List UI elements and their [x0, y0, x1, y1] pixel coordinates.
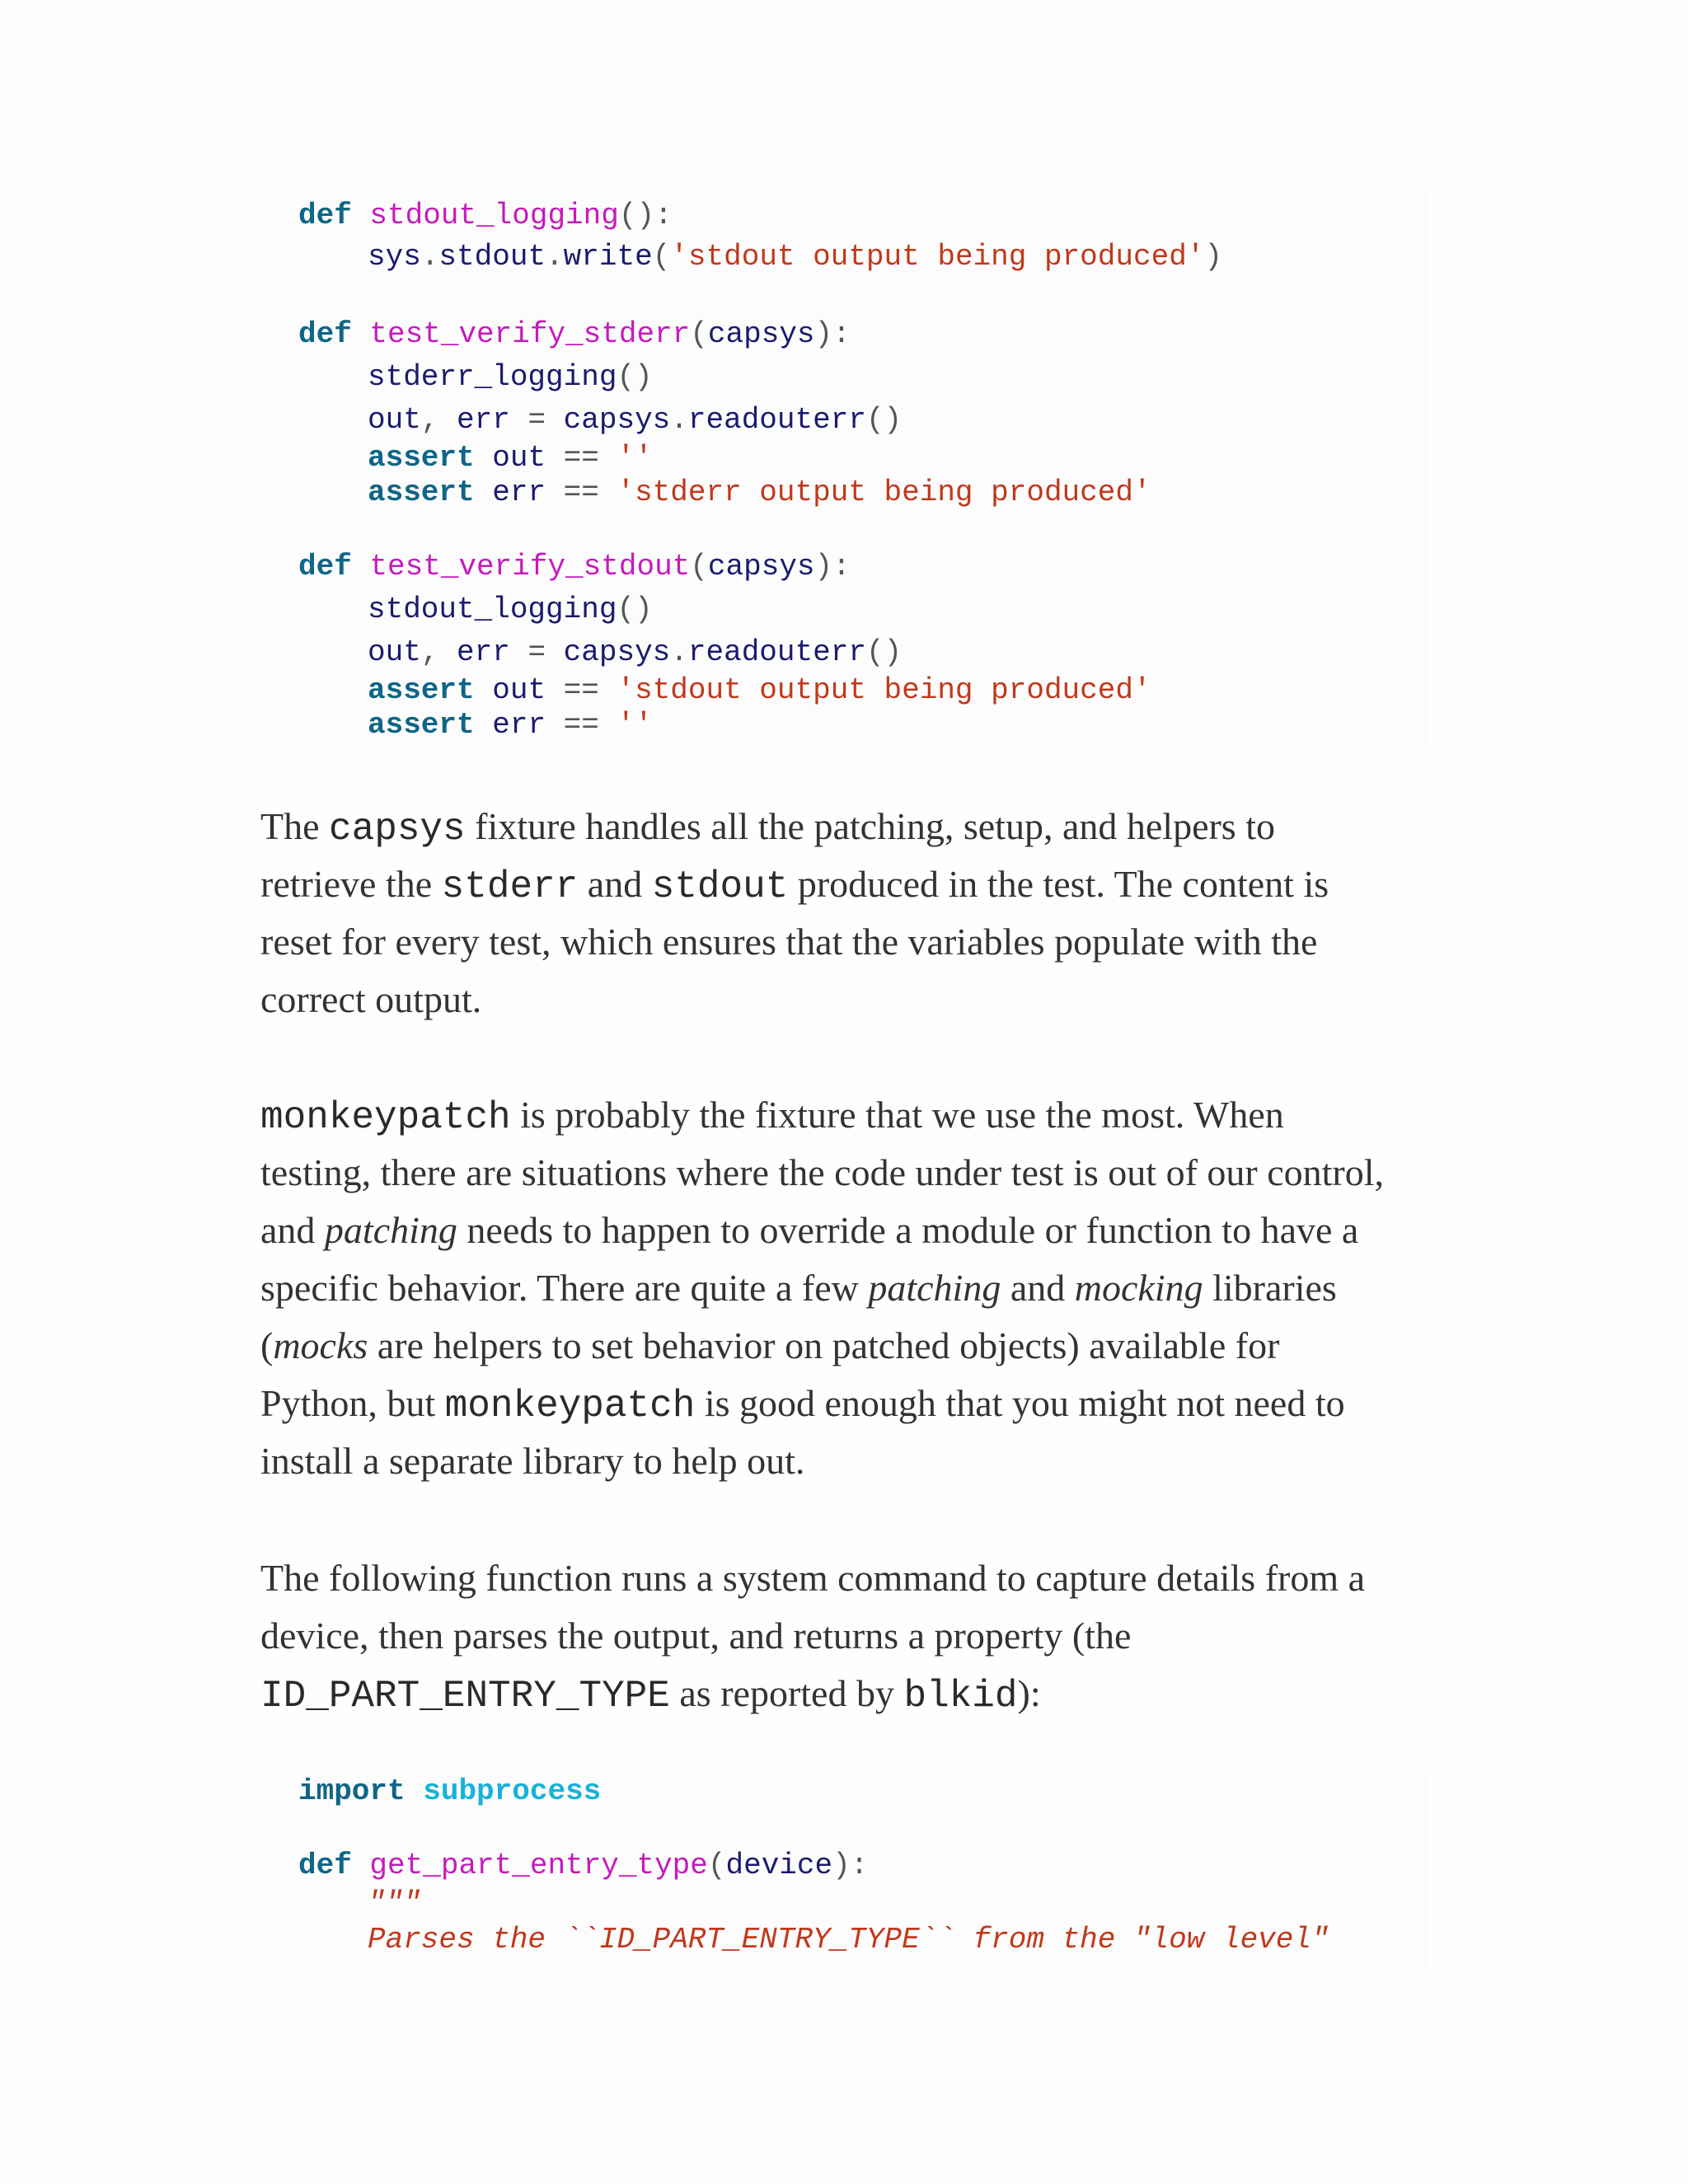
code-line	[298, 239, 1222, 275]
paragraph-line	[260, 1317, 1439, 1375]
text-run: retrieve the	[260, 863, 442, 905]
code-token: ():	[618, 199, 673, 232]
code-line	[298, 1774, 601, 1810]
code-token: (	[652, 240, 671, 274]
code-token: .	[420, 240, 439, 274]
code-token: ==	[546, 441, 617, 475]
code-token: err	[457, 403, 510, 437]
text-run: correct output.	[260, 978, 482, 1020]
text-run: as reported by	[669, 1672, 904, 1714]
code-token: def	[298, 550, 352, 583]
text-run: device, then parses the output, and returns a property (the	[260, 1615, 1132, 1657]
paragraph-line	[260, 971, 1439, 1029]
code-token: )	[1204, 240, 1223, 274]
code-token: ):	[832, 1849, 869, 1882]
code-line	[298, 198, 673, 234]
code-token: ):	[814, 550, 851, 583]
code-block-part-entry	[298, 1770, 1428, 1971]
code-token: capsys	[707, 550, 815, 583]
text-run: ):	[1017, 1672, 1041, 1714]
code-token: .	[670, 635, 688, 669]
paragraph-line	[260, 1607, 1439, 1665]
code-line	[298, 592, 653, 628]
code-token: ,	[420, 635, 457, 669]
code-line	[298, 359, 653, 396]
text-run: are helpers to set behavior on patched objects) available for	[368, 1324, 1280, 1366]
code-token: (	[707, 1849, 726, 1882]
paragraph-function-intro	[260, 1549, 1439, 1722]
code-token: stdout_logging	[369, 199, 619, 232]
code-token: capsys	[707, 317, 815, 351]
emphasis: patching	[324, 1209, 457, 1251]
code-token	[475, 476, 493, 509]
code-token	[475, 673, 493, 707]
code-token: Parses the ``ID_PART_ENTRY_TYPE`` from the "low level"	[368, 1923, 1329, 1957]
inline-code: monkeypatch	[444, 1385, 696, 1427]
code-token: readouterr	[687, 635, 866, 669]
inline-code: blkid	[903, 1675, 1018, 1718]
code-token: subprocess	[423, 1774, 602, 1808]
text-run: produced in the test. The content is	[788, 863, 1329, 905]
code-token: sys	[368, 240, 421, 274]
code-line	[298, 707, 653, 743]
text-run: needs to happen to override a module or function to have a	[457, 1209, 1359, 1251]
code-token: .	[546, 240, 564, 274]
code-token: capsys	[563, 403, 671, 437]
text-run: and	[260, 1209, 325, 1251]
code-token: assert	[368, 708, 475, 742]
paragraph-line	[260, 855, 1439, 913]
code-token: import	[298, 1774, 406, 1808]
paragraph-line	[260, 1665, 1439, 1722]
emphasis: mocking	[1074, 1267, 1203, 1309]
code-block-capsys	[298, 191, 1428, 747]
code-line	[298, 635, 902, 671]
text-run: testing, there are situations where the code under test is out of our control,	[260, 1151, 1384, 1193]
paragraph-line	[260, 1549, 1439, 1607]
code-line	[298, 673, 1151, 709]
emphasis: patching	[868, 1267, 1001, 1309]
code-token: """	[368, 1886, 421, 1920]
code-token: =	[509, 403, 564, 437]
code-token	[352, 199, 370, 232]
code-token: ==	[546, 673, 617, 707]
code-token: stdout	[438, 240, 546, 274]
text-run: is good enough that you might not need to	[695, 1382, 1345, 1424]
code-token: test_verify_stdout	[369, 550, 691, 583]
code-token: stdout_logging	[368, 593, 617, 626]
paragraph-line	[260, 1144, 1439, 1202]
text-run: install a separate library to help out.	[260, 1440, 805, 1482]
code-token: def	[298, 1849, 352, 1882]
code-token: ):	[814, 317, 851, 351]
code-token: device	[725, 1849, 833, 1882]
code-token	[352, 550, 370, 583]
text-run: and	[1001, 1267, 1075, 1309]
inline-code: capsys	[329, 808, 466, 851]
paragraph-line	[260, 1375, 1439, 1432]
text-run: is probably the fixture that we use the most. When	[510, 1094, 1284, 1136]
inline-code: stderr	[441, 865, 579, 908]
code-token: 'stderr output being produced'	[617, 476, 1151, 509]
emphasis: mocks	[273, 1324, 368, 1366]
code-token: ==	[546, 476, 617, 509]
paragraph-line	[260, 1432, 1439, 1490]
paragraph-capsys	[260, 798, 1439, 1029]
code-token: get_part_entry_type	[369, 1849, 708, 1882]
text-run: The	[260, 805, 330, 847]
code-token: def	[298, 317, 352, 351]
code-line	[298, 549, 851, 585]
code-token: err	[492, 708, 546, 742]
paragraph-line	[260, 1259, 1439, 1317]
code-line	[298, 1922, 1329, 1958]
paragraph-line	[260, 913, 1439, 971]
code-token: ,	[420, 403, 457, 437]
code-token: .	[670, 403, 688, 437]
code-token: assert	[368, 476, 475, 509]
code-token: out	[368, 403, 421, 437]
code-token: 'stdout output being produced'	[670, 240, 1205, 274]
code-token: ''	[617, 708, 653, 742]
text-run: fixture handles all the patching, setup, and helpers to	[465, 805, 1275, 847]
code-token: ()	[617, 593, 653, 626]
paragraph-line	[260, 1086, 1439, 1144]
text-run: (	[260, 1324, 274, 1366]
code-line	[298, 1848, 868, 1884]
code-line	[298, 316, 851, 353]
code-token: out	[492, 441, 546, 475]
inline-code: stdout	[651, 865, 789, 908]
code-line	[298, 440, 653, 476]
code-token: err	[492, 476, 546, 509]
code-token: ==	[546, 708, 617, 742]
text-run: Python, but	[260, 1382, 445, 1424]
text-run: and	[578, 863, 652, 905]
code-line	[298, 1886, 421, 1922]
code-token: stderr_logging	[368, 360, 617, 394]
code-token: out	[368, 635, 421, 669]
paragraph-line	[260, 798, 1439, 855]
code-token: capsys	[563, 635, 671, 669]
code-token	[475, 708, 493, 742]
code-line	[298, 475, 1151, 511]
inline-code: ID_PART_ENTRY_TYPE	[260, 1675, 670, 1718]
code-token: write	[563, 240, 653, 274]
code-token: err	[457, 635, 510, 669]
code-token	[352, 1849, 370, 1882]
paragraph-monkeypatch	[260, 1086, 1439, 1490]
code-token	[406, 1774, 424, 1808]
code-token: def	[298, 199, 352, 232]
code-token: (	[690, 317, 708, 351]
code-token: (	[690, 550, 708, 583]
code-line	[298, 402, 902, 438]
text-run: The following function runs a system command to capture details from a	[260, 1557, 1366, 1599]
code-token	[352, 317, 370, 351]
code-token: =	[509, 635, 564, 669]
code-token: ''	[617, 441, 653, 475]
text-run: libraries	[1203, 1267, 1337, 1309]
code-token: 'stdout output being produced'	[617, 673, 1151, 707]
code-token: test_verify_stderr	[369, 317, 691, 351]
code-token: ()	[865, 403, 903, 437]
code-token: ()	[617, 360, 653, 394]
inline-code: monkeypatch	[260, 1096, 511, 1139]
code-token: assert	[368, 673, 475, 707]
paragraph-line	[260, 1202, 1439, 1259]
code-token: out	[492, 673, 546, 707]
code-token: ()	[865, 635, 903, 669]
text-run: specific behavior. There are quite a few	[260, 1267, 869, 1309]
code-token: assert	[368, 441, 475, 475]
code-token	[475, 441, 493, 475]
text-run: reset for every test, which ensures that the variables populate with the	[260, 921, 1318, 963]
code-token: readouterr	[687, 403, 866, 437]
